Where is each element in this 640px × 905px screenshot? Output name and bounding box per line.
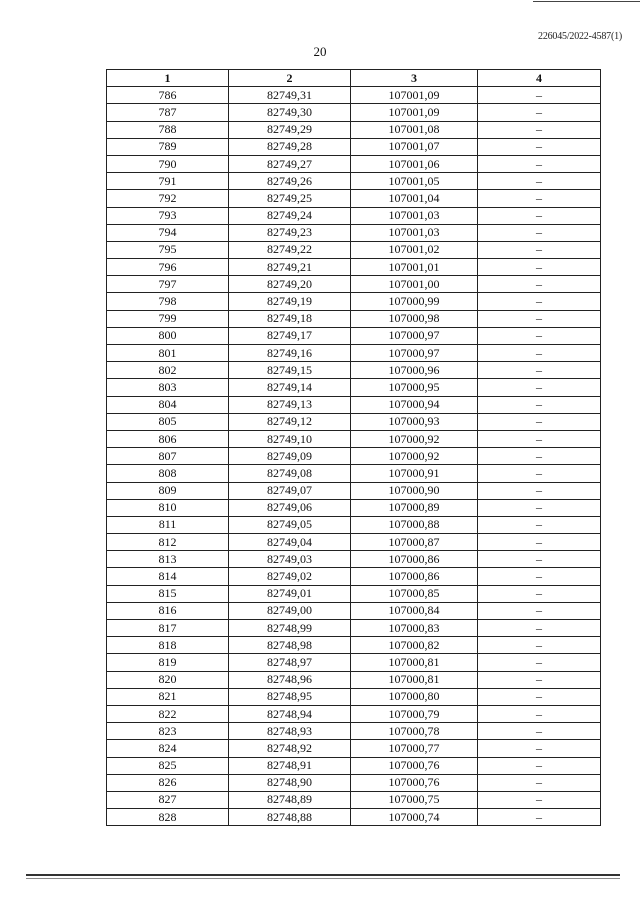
- note-cell: –: [478, 293, 601, 310]
- table-row: [107, 104, 601, 121]
- y-coordinate-cell: 107001,03: [351, 207, 478, 224]
- note-cell: –: [478, 362, 601, 379]
- y-coordinate-cell: 107000,83: [351, 620, 478, 637]
- x-coordinate-cell: 82749,10: [229, 430, 351, 447]
- point-number-cell: 788: [107, 121, 229, 138]
- x-coordinate-cell: 82749,31: [229, 87, 351, 104]
- point-number-cell: 807: [107, 448, 229, 465]
- y-coordinate-cell: 107000,94: [351, 396, 478, 413]
- y-coordinate-cell: 107000,76: [351, 774, 478, 791]
- table-row: [107, 430, 601, 447]
- note-cell: –: [478, 430, 601, 447]
- y-coordinate-cell: 107000,81: [351, 671, 478, 688]
- column-header-4: 4: [478, 70, 601, 87]
- table-row: [107, 396, 601, 413]
- note-cell: –: [478, 345, 601, 362]
- note-cell: –: [478, 155, 601, 172]
- point-number-cell: 792: [107, 190, 229, 207]
- x-coordinate-cell: 82749,23: [229, 224, 351, 241]
- y-coordinate-cell: 107001,00: [351, 276, 478, 293]
- y-coordinate-cell: 107001,08: [351, 121, 478, 138]
- x-coordinate-cell: 82749,12: [229, 413, 351, 430]
- x-coordinate-cell: 82749,00: [229, 602, 351, 619]
- x-coordinate-cell: 82749,28: [229, 138, 351, 155]
- note-cell: –: [478, 190, 601, 207]
- x-coordinate-cell: 82749,14: [229, 379, 351, 396]
- table-row: [107, 155, 601, 172]
- y-coordinate-cell: 107000,77: [351, 740, 478, 757]
- x-coordinate-cell: 82749,05: [229, 516, 351, 533]
- y-coordinate-cell: 107000,96: [351, 362, 478, 379]
- y-coordinate-cell: 107000,93: [351, 413, 478, 430]
- note-cell: –: [478, 241, 601, 258]
- y-coordinate-cell: 107000,79: [351, 705, 478, 722]
- table-row: [107, 809, 601, 826]
- x-coordinate-cell: 82749,02: [229, 568, 351, 585]
- x-coordinate-cell: 82749,08: [229, 465, 351, 482]
- point-number-cell: 796: [107, 259, 229, 276]
- point-number-cell: 811: [107, 516, 229, 533]
- x-coordinate-cell: 82748,90: [229, 774, 351, 791]
- y-coordinate-cell: 107000,76: [351, 757, 478, 774]
- note-cell: –: [478, 396, 601, 413]
- table-row: [107, 551, 601, 568]
- page-number: 20: [313, 44, 327, 59]
- note-cell: –: [478, 327, 601, 344]
- note-cell: –: [478, 516, 601, 533]
- x-coordinate-cell: 82749,21: [229, 259, 351, 276]
- y-coordinate-cell: 107001,01: [351, 259, 478, 276]
- x-coordinate-cell: 82749,29: [229, 121, 351, 138]
- point-number-cell: 810: [107, 499, 229, 516]
- point-number-cell: 814: [107, 568, 229, 585]
- x-coordinate-cell: 82748,96: [229, 671, 351, 688]
- point-number-cell: 798: [107, 293, 229, 310]
- point-number-cell: 793: [107, 207, 229, 224]
- x-coordinate-cell: 82748,92: [229, 740, 351, 757]
- note-cell: –: [478, 791, 601, 808]
- table-row: [107, 482, 601, 499]
- point-number-cell: 823: [107, 723, 229, 740]
- table-row: [107, 276, 601, 293]
- table-row: [107, 671, 601, 688]
- table-row: [107, 87, 601, 104]
- x-coordinate-cell: 82748,98: [229, 637, 351, 654]
- y-coordinate-cell: 107000,91: [351, 465, 478, 482]
- y-coordinate-cell: 107000,80: [351, 688, 478, 705]
- table-row: [107, 345, 601, 362]
- table-header-row: [107, 70, 601, 87]
- point-number-cell: 791: [107, 173, 229, 190]
- point-number-cell: 797: [107, 276, 229, 293]
- note-cell: –: [478, 413, 601, 430]
- y-coordinate-cell: 107000,95: [351, 379, 478, 396]
- table-row: [107, 774, 601, 791]
- point-number-cell: 800: [107, 327, 229, 344]
- point-number-cell: 787: [107, 104, 229, 121]
- x-coordinate-cell: 82749,09: [229, 448, 351, 465]
- point-number-cell: 824: [107, 740, 229, 757]
- note-cell: –: [478, 259, 601, 276]
- y-coordinate-cell: 107000,90: [351, 482, 478, 499]
- table-row: [107, 637, 601, 654]
- note-cell: –: [478, 568, 601, 585]
- bottom-rule: [26, 874, 620, 876]
- x-coordinate-cell: 82749,06: [229, 499, 351, 516]
- table-row: [107, 705, 601, 722]
- note-cell: –: [478, 551, 601, 568]
- y-coordinate-cell: 107001,04: [351, 190, 478, 207]
- table-row: [107, 516, 601, 533]
- table-row: [107, 310, 601, 327]
- x-coordinate-cell: 82748,95: [229, 688, 351, 705]
- note-cell: –: [478, 757, 601, 774]
- y-coordinate-cell: 107000,99: [351, 293, 478, 310]
- x-coordinate-cell: 82749,30: [229, 104, 351, 121]
- x-coordinate-cell: 82749,18: [229, 310, 351, 327]
- point-number-cell: 802: [107, 362, 229, 379]
- note-cell: –: [478, 379, 601, 396]
- x-coordinate-cell: 82748,88: [229, 809, 351, 826]
- y-coordinate-cell: 107000,88: [351, 516, 478, 533]
- x-coordinate-cell: 82749,16: [229, 345, 351, 362]
- table-row: [107, 121, 601, 138]
- table-row: [107, 585, 601, 602]
- y-coordinate-cell: 107001,03: [351, 224, 478, 241]
- column-header-1: 1: [107, 70, 229, 87]
- note-cell: –: [478, 740, 601, 757]
- y-coordinate-cell: 107000,92: [351, 430, 478, 447]
- table-row: [107, 224, 601, 241]
- point-number-cell: 817: [107, 620, 229, 637]
- table-row: [107, 791, 601, 808]
- x-coordinate-cell: 82749,07: [229, 482, 351, 499]
- y-coordinate-cell: 107001,09: [351, 87, 478, 104]
- x-coordinate-cell: 82749,24: [229, 207, 351, 224]
- x-coordinate-cell: 82749,19: [229, 293, 351, 310]
- x-coordinate-cell: 82749,17: [229, 327, 351, 344]
- y-coordinate-cell: 107000,85: [351, 585, 478, 602]
- point-number-cell: 799: [107, 310, 229, 327]
- bottom-rule-thin: [26, 878, 620, 879]
- point-number-cell: 803: [107, 379, 229, 396]
- y-coordinate-cell: 107000,78: [351, 723, 478, 740]
- point-number-cell: 826: [107, 774, 229, 791]
- point-number-cell: 816: [107, 602, 229, 619]
- coordinates-table: [106, 69, 601, 826]
- y-coordinate-cell: 107000,75: [351, 791, 478, 808]
- y-coordinate-cell: 107001,07: [351, 138, 478, 155]
- y-coordinate-cell: 107001,06: [351, 155, 478, 172]
- note-cell: –: [478, 688, 601, 705]
- y-coordinate-cell: 107000,92: [351, 448, 478, 465]
- table-body: [107, 87, 601, 826]
- note-cell: –: [478, 173, 601, 190]
- x-coordinate-cell: 82749,27: [229, 155, 351, 172]
- point-number-cell: 820: [107, 671, 229, 688]
- point-number-cell: 813: [107, 551, 229, 568]
- point-number-cell: 815: [107, 585, 229, 602]
- note-cell: –: [478, 809, 601, 826]
- point-number-cell: 827: [107, 791, 229, 808]
- table-row: [107, 723, 601, 740]
- table-row: [107, 465, 601, 482]
- table-row: [107, 379, 601, 396]
- point-number-cell: 828: [107, 809, 229, 826]
- table-row: [107, 448, 601, 465]
- y-coordinate-cell: 107000,97: [351, 345, 478, 362]
- table-row: [107, 413, 601, 430]
- x-coordinate-cell: 82748,89: [229, 791, 351, 808]
- table-row: [107, 568, 601, 585]
- point-number-cell: 825: [107, 757, 229, 774]
- column-header-2: 2: [229, 70, 351, 87]
- table-row: [107, 688, 601, 705]
- y-coordinate-cell: 107001,09: [351, 104, 478, 121]
- point-number-cell: 821: [107, 688, 229, 705]
- table-row: [107, 173, 601, 190]
- x-coordinate-cell: 82749,22: [229, 241, 351, 258]
- top-rule: [533, 1, 640, 2]
- table-row: [107, 499, 601, 516]
- table-row: [107, 293, 601, 310]
- x-coordinate-cell: 82748,91: [229, 757, 351, 774]
- x-coordinate-cell: 82749,25: [229, 190, 351, 207]
- table-row: [107, 138, 601, 155]
- table-row: [107, 259, 601, 276]
- note-cell: –: [478, 774, 601, 791]
- y-coordinate-cell: 107001,02: [351, 241, 478, 258]
- table-row: [107, 757, 601, 774]
- y-coordinate-cell: 107000,89: [351, 499, 478, 516]
- x-coordinate-cell: 82748,99: [229, 620, 351, 637]
- note-cell: –: [478, 87, 601, 104]
- point-number-cell: 795: [107, 241, 229, 258]
- note-cell: –: [478, 482, 601, 499]
- column-header-3: 3: [351, 70, 478, 87]
- x-coordinate-cell: 82748,94: [229, 705, 351, 722]
- y-coordinate-cell: 107000,82: [351, 637, 478, 654]
- table-row: [107, 740, 601, 757]
- note-cell: –: [478, 723, 601, 740]
- x-coordinate-cell: 82748,97: [229, 654, 351, 671]
- point-number-cell: 790: [107, 155, 229, 172]
- table-row: [107, 327, 601, 344]
- table-row: [107, 654, 601, 671]
- point-number-cell: 786: [107, 87, 229, 104]
- x-coordinate-cell: 82749,13: [229, 396, 351, 413]
- point-number-cell: 822: [107, 705, 229, 722]
- y-coordinate-cell: 107000,81: [351, 654, 478, 671]
- note-cell: –: [478, 654, 601, 671]
- y-coordinate-cell: 107001,05: [351, 173, 478, 190]
- point-number-cell: 805: [107, 413, 229, 430]
- point-number-cell: 801: [107, 345, 229, 362]
- y-coordinate-cell: 107000,84: [351, 602, 478, 619]
- x-coordinate-cell: 82749,04: [229, 534, 351, 551]
- point-number-cell: 794: [107, 224, 229, 241]
- note-cell: –: [478, 585, 601, 602]
- table-row: [107, 362, 601, 379]
- note-cell: –: [478, 207, 601, 224]
- x-coordinate-cell: 82749,03: [229, 551, 351, 568]
- note-cell: –: [478, 104, 601, 121]
- point-number-cell: 804: [107, 396, 229, 413]
- x-coordinate-cell: 82748,93: [229, 723, 351, 740]
- point-number-cell: 808: [107, 465, 229, 482]
- y-coordinate-cell: 107000,86: [351, 551, 478, 568]
- note-cell: –: [478, 534, 601, 551]
- note-cell: –: [478, 602, 601, 619]
- table-row: [107, 620, 601, 637]
- note-cell: –: [478, 448, 601, 465]
- x-coordinate-cell: 82749,01: [229, 585, 351, 602]
- note-cell: –: [478, 224, 601, 241]
- note-cell: –: [478, 121, 601, 138]
- note-cell: –: [478, 138, 601, 155]
- table-row: [107, 241, 601, 258]
- y-coordinate-cell: 107000,86: [351, 568, 478, 585]
- point-number-cell: 812: [107, 534, 229, 551]
- point-number-cell: 789: [107, 138, 229, 155]
- note-cell: –: [478, 465, 601, 482]
- note-cell: –: [478, 276, 601, 293]
- point-number-cell: 806: [107, 430, 229, 447]
- y-coordinate-cell: 107000,87: [351, 534, 478, 551]
- table-row: [107, 190, 601, 207]
- note-cell: –: [478, 671, 601, 688]
- table-row: [107, 602, 601, 619]
- note-cell: –: [478, 705, 601, 722]
- table-row: [107, 207, 601, 224]
- point-number-cell: 809: [107, 482, 229, 499]
- note-cell: –: [478, 310, 601, 327]
- x-coordinate-cell: 82749,26: [229, 173, 351, 190]
- note-cell: –: [478, 637, 601, 654]
- point-number-cell: 818: [107, 637, 229, 654]
- note-cell: –: [478, 620, 601, 637]
- point-number-cell: 819: [107, 654, 229, 671]
- x-coordinate-cell: 82749,15: [229, 362, 351, 379]
- y-coordinate-cell: 107000,98: [351, 310, 478, 327]
- y-coordinate-cell: 107000,97: [351, 327, 478, 344]
- document-id: 226045/2022-4587(1): [538, 31, 622, 42]
- y-coordinate-cell: 107000,74: [351, 809, 478, 826]
- x-coordinate-cell: 82749,20: [229, 276, 351, 293]
- note-cell: –: [478, 499, 601, 516]
- table-row: [107, 534, 601, 551]
